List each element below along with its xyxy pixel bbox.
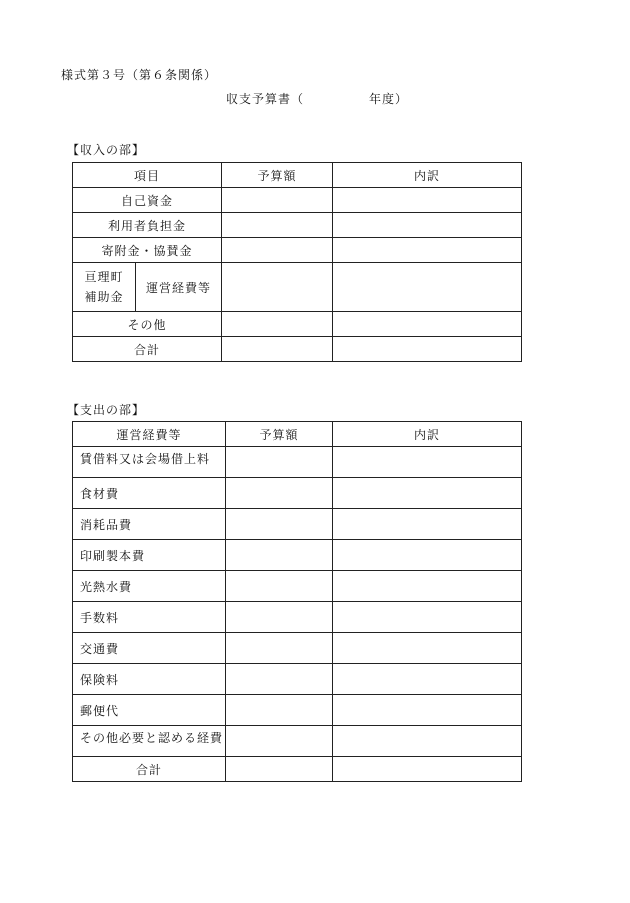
table-row — [73, 602, 522, 633]
expense-breakdown-cell[interactable] — [333, 571, 522, 602]
income-budget-cell[interactable] — [222, 263, 333, 312]
table-row — [73, 337, 522, 362]
income-budget-cell[interactable] — [222, 238, 333, 263]
expense-breakdown-cell[interactable] — [333, 664, 522, 695]
income-item-user-share: 利用者負担金 — [73, 213, 222, 238]
table-row — [73, 664, 522, 695]
expense-section-title: 【支出の部】 — [67, 403, 146, 417]
income-item-donations: 寄附金・協賛金 — [73, 238, 222, 263]
expense-breakdown-cell[interactable] — [333, 757, 522, 782]
expense-breakdown-cell[interactable] — [333, 726, 522, 757]
expense-budget-cell[interactable] — [226, 757, 333, 782]
expense-item-total: 合計 — [73, 757, 226, 782]
income-budget-cell[interactable] — [222, 213, 333, 238]
income-breakdown-cell[interactable] — [333, 337, 522, 362]
document-title: 収支予算書（ 年度） — [226, 92, 409, 106]
income-header-breakdown: 内訳 — [333, 163, 522, 188]
income-breakdown-cell[interactable] — [333, 213, 522, 238]
table-row — [73, 633, 522, 664]
expense-budget-cell[interactable] — [226, 509, 333, 540]
income-breakdown-cell[interactable] — [333, 263, 522, 312]
expense-item-label: 賃借料又は会場借上料 — [73, 447, 226, 478]
income-header-row — [73, 163, 522, 188]
income-budget-cell[interactable] — [222, 312, 333, 337]
table-row — [73, 447, 522, 478]
table-row — [73, 726, 522, 757]
income-breakdown-cell[interactable] — [333, 188, 522, 213]
expense-item-label: 消耗品費 — [73, 509, 226, 540]
income-section-title: 【収入の部】 — [67, 143, 146, 157]
income-budget-cell[interactable] — [222, 337, 333, 362]
income-budget-cell[interactable] — [222, 188, 333, 213]
income-item-subsidy — [73, 263, 136, 312]
expense-budget-cell[interactable] — [226, 571, 333, 602]
form-number: 様式第３号（第６条関係） — [61, 68, 218, 82]
table-row — [73, 695, 522, 726]
expense-breakdown-cell[interactable] — [333, 509, 522, 540]
expense-budget-cell[interactable] — [226, 447, 333, 478]
expense-budget-cell[interactable] — [226, 602, 333, 633]
income-header-item: 項目 — [73, 163, 222, 188]
income-item-other: その他 — [73, 312, 222, 337]
expense-item-label: 手数料 — [73, 602, 226, 633]
expense-breakdown-cell[interactable] — [333, 478, 522, 509]
expense-breakdown-cell[interactable] — [333, 540, 522, 571]
expense-item-label: 保険料 — [73, 664, 226, 695]
table-row — [73, 757, 522, 782]
expense-header-breakdown: 内訳 — [333, 422, 522, 447]
table-row — [73, 213, 522, 238]
table-row — [73, 312, 522, 337]
expense-item-label: 交通費 — [73, 633, 226, 664]
income-item-total: 合計 — [73, 337, 222, 362]
expense-budget-cell[interactable] — [226, 726, 333, 757]
expense-budget-cell[interactable] — [226, 633, 333, 664]
expense-budget-cell[interactable] — [226, 478, 333, 509]
income-header-budget: 予算額 — [222, 163, 333, 188]
expense-budget-cell[interactable] — [226, 664, 333, 695]
table-row — [73, 478, 522, 509]
subsidy-label-line2: 補助金 — [84, 290, 124, 304]
table-row — [73, 263, 522, 312]
expense-breakdown-cell[interactable] — [333, 602, 522, 633]
expense-table — [72, 421, 522, 782]
expense-item-label: 食材費 — [73, 478, 226, 509]
table-row — [73, 188, 522, 213]
table-row — [73, 540, 522, 571]
income-item-subsidy-sub: 運営経費等 — [136, 263, 222, 312]
expense-breakdown-cell[interactable] — [333, 695, 522, 726]
expense-header-item: 運営経費等 — [73, 422, 226, 447]
expense-breakdown-cell[interactable] — [333, 633, 522, 664]
expense-item-label: 郵便代 — [73, 695, 226, 726]
expense-header-row — [73, 422, 522, 447]
expense-budget-cell[interactable] — [226, 540, 333, 571]
expense-item-label: 印刷製本費 — [73, 540, 226, 571]
table-row — [73, 571, 522, 602]
income-breakdown-cell[interactable] — [333, 238, 522, 263]
table-row — [73, 509, 522, 540]
table-row — [73, 238, 522, 263]
expense-item-label: 光熱水費 — [73, 571, 226, 602]
income-item-own-funds: 自己資金 — [73, 188, 222, 213]
income-breakdown-cell[interactable] — [333, 312, 522, 337]
expense-item-label: その他必要と認める経費 — [73, 726, 226, 757]
income-table — [72, 162, 522, 362]
expense-header-budget: 予算額 — [226, 422, 333, 447]
expense-breakdown-cell[interactable] — [333, 447, 522, 478]
subsidy-label-line1: 亘理町 — [84, 270, 124, 284]
expense-budget-cell[interactable] — [226, 695, 333, 726]
